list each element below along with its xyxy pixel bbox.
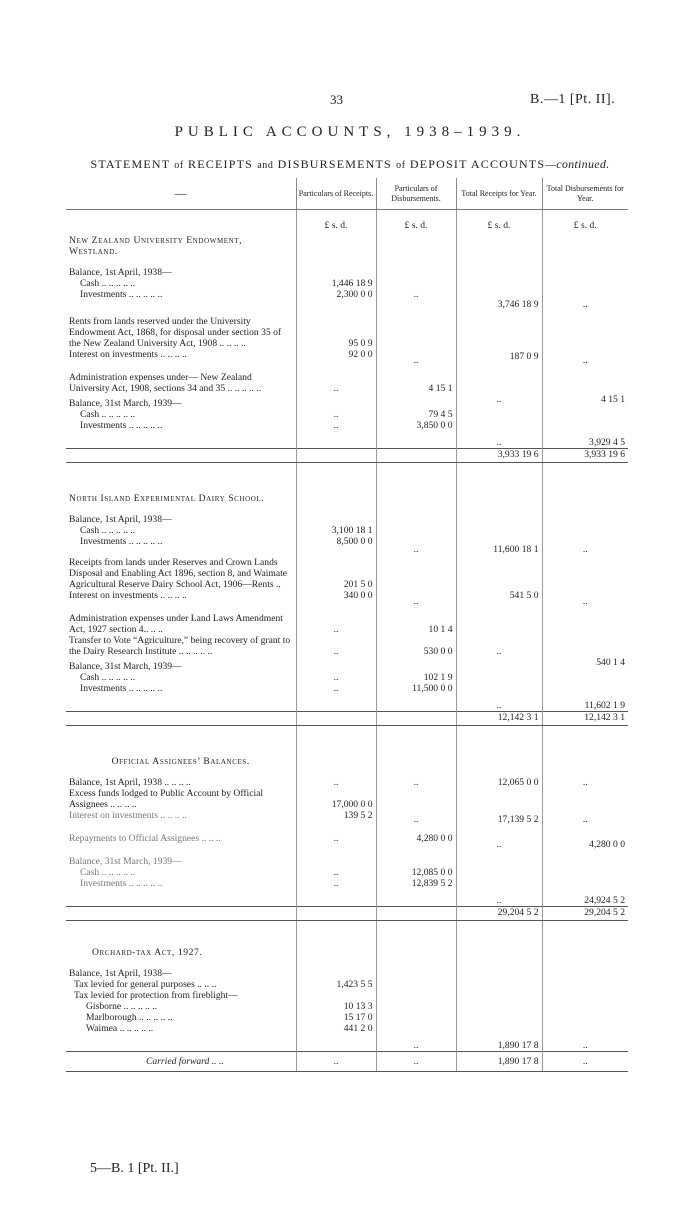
table-row [66,878,628,889]
col-total-disbursements: Total Disbursements for Year. [542,178,628,210]
row-label: Investments .. .. .. .. .. [80,878,163,889]
row-label: Investments .. .. .. .. .. [80,289,163,300]
row-label: Balance, 31st March, 1939— [69,398,182,409]
col-description: — [66,178,296,210]
statement-deposit-accounts: DEPOSIT ACCOUNTS [409,157,546,171]
nil-marker: .. [456,825,542,850]
table-row [66,590,628,607]
nil-marker: .. [296,635,376,657]
section-title-row [66,726,628,768]
disbursement-value: 12,085 0 0 [376,867,456,878]
table-row [66,349,628,366]
row-label: Administration expenses under Land Laws Amendment Act, 1927 section 4.. .. .. [69,613,283,635]
nil-marker: .. [296,767,376,788]
section-title-row [66,463,628,505]
table-row [66,278,628,289]
statement-continued: —continued. [545,157,610,171]
table-row [66,409,628,420]
table-row [66,504,628,525]
table-row [66,1023,628,1034]
nil-marker: .. [296,420,376,431]
nil-marker: .. [376,590,456,607]
disbursement-value: 4,280 0 0 [376,825,456,850]
table-row [66,990,628,1001]
nil-marker: .. [376,767,456,788]
table-row [66,788,628,810]
nil-marker: .. [296,683,376,694]
col-particulars-disbursements: Particulars of Disbursements. [376,178,456,210]
table-row [66,635,628,657]
page-footer: 5—B. 1 [Pt. II.] [90,1161,179,1176]
row-label: Cash .. .. .. .. .. [80,867,136,878]
row-label: Balance, 1st April, 1938 .. .. .. .. [69,777,191,788]
section-title: Official Assignees’ Balances. [111,756,250,767]
total-receipts-value: 12,065 0 0 [456,767,542,788]
row-label: Cash .. .. .. .. .. [80,672,136,683]
table-row [66,525,628,536]
nil-marker: .. [456,394,542,409]
nil-marker: .. [542,289,628,310]
nil-marker: .. [296,825,376,850]
row-label: Cash .. .. .. .. .. [80,278,136,289]
carried-forward-row [66,1052,628,1072]
table-row [66,825,628,850]
col-particulars-receipts: Particulars of Receipts. [296,178,376,210]
row-label: Balance, 1st April, 1938— [69,968,172,979]
section-total-row [66,712,628,726]
nil-marker: .. [376,810,456,825]
row-label: Rents from lands reserved under the University Endowment Act, 1868, for disposal under section 35 of the New Zealand University Act, 1908 .. .. .. .. [69,316,282,349]
nil-marker: .. [296,366,376,394]
row-label: Balance, 1st April, 1938— [69,267,172,278]
nil-marker: .. [376,1052,456,1072]
table-row [66,431,628,449]
row-label: Repayments to Official Assignees .. .. .. [69,833,221,844]
table-row [66,420,628,431]
total-disbursements-sum: 29,204 5 2 [542,907,628,921]
row-label: Balance, 31st March, 1939— [69,856,182,867]
statement-of-1: of [174,160,184,171]
lsd-label: £ s. d. [456,210,542,232]
nil-marker: .. [542,767,628,788]
disbursement-value: 3,850 0 0 [376,420,456,431]
disbursement-value: 12,839 5 2 [376,878,456,889]
table-row [66,607,628,635]
nil-marker: .. [542,590,628,607]
nil-marker: .. [376,349,456,366]
total-disbursements-value: 4,280 0 0 [542,825,628,850]
nil-marker: .. [296,672,376,683]
receipt-value: 139 5 2 [296,810,376,825]
table-row [66,889,628,907]
section-title: New Zealand University Endowment, Westland. [69,235,243,257]
receipt-value: 17,000 0 0 [296,788,376,810]
column-header-row [66,178,628,210]
nil-marker: .. [376,289,456,310]
receipt-value: 1,446 18 9 [296,278,376,289]
row-label: Gisborne .. .. .. .. .. [86,1001,158,1012]
row-label: Balance, 31st March, 1939— [69,661,182,672]
row-label: Excess funds lodged to Public Account by Official Assignees .. .. .. .. [69,788,264,810]
statement-word: STATEMENT [90,157,171,171]
receipt-value: 201 5 0 [296,555,376,590]
total-receipts-value: 187 0 9 [456,349,542,366]
nil-marker: .. [296,409,376,420]
table-row [66,694,628,712]
disbursement-value: 102 1 9 [376,672,456,683]
receipt-value: 95 0 9 [296,310,376,349]
total-receipts-sum: 3,933 19 6 [456,449,542,463]
receipt-value: 15 17 0 [296,1012,376,1023]
row-label: Administration expenses under— New Zealand University Act, 1908, sections 34 and 35 .. .. .. .. .. [69,372,262,394]
table-row [66,366,628,394]
nil-marker: .. [376,1034,456,1052]
row-label: Investments .. .. .. .. .. [80,683,163,694]
section-total-row [66,449,628,463]
receipt-value: 2,300 0 0 [296,289,376,310]
nil-marker: .. [456,694,542,712]
row-label: Marlborough .. .. .. .. .. [86,1012,173,1023]
total-receipts-sum: 29,204 5 2 [456,907,542,921]
nil-marker: .. [296,607,376,635]
disbursement-value: 11,500 0 0 [376,683,456,694]
table-row [66,1012,628,1023]
nil-marker: .. [542,810,628,825]
total-disbursements-sum: 3,933 19 6 [542,449,628,463]
table-row [66,850,628,867]
currency-row [66,210,628,232]
nil-marker: .. [542,349,628,366]
document-reference: B.—1 [Pt. II]. [530,92,616,107]
row-label: Tax levied for protection from fireblight— [74,990,238,1001]
table-row [66,979,628,990]
statement-disbursements-word: DISBURSEMENTS [277,157,392,171]
carried-forward-value: 1,890 17 8 [456,1052,542,1072]
row-label: Balance, 1st April, 1938— [69,514,172,525]
receipt-value: 1,423 5 5 [296,979,376,990]
table-row [66,1034,628,1052]
total-receipts-value: 541 5 0 [456,590,542,607]
table-row [66,683,628,694]
table-row [66,257,628,278]
nil-marker: .. [296,878,376,889]
row-label: Investments .. .. .. .. .. [80,536,163,547]
total-disbursements-value: 540 1 4 [542,657,628,672]
page-number: 33 [330,92,343,107]
table-row [66,289,628,310]
row-label: Waimea .. .. .. .. .. [86,1023,154,1034]
table-row [66,672,628,683]
receipt-value: 3,100 18 1 [296,525,376,536]
row-label: Cash .. .. .. .. .. [80,525,136,536]
row-label: Interest on investments .. .. .. .. [69,810,187,821]
col-total-receipts: Total Receipts for Year. [456,178,542,210]
section-title: North Island Experimental Dairy School. [69,493,265,504]
total-receipts-value: 11,600 18 1 [456,536,542,555]
nil-marker: .. [542,536,628,555]
row-label: Interest on investments .. .. .. .. [69,590,187,601]
statement-and: and [257,160,274,171]
total-disbursements-sum: 12,142 3 1 [542,712,628,726]
row-label: Cash .. .. .. .. .. [80,409,136,420]
statement-of-2: of [396,160,406,171]
receipt-value: 340 0 0 [296,590,376,607]
table-row [66,958,628,979]
nil-marker: .. [376,536,456,555]
lsd-label: £ s. d. [296,210,376,232]
carried-forward-label: Carried forward .. .. [66,1052,296,1072]
total-disbursements-value: 11,602 1 9 [542,694,628,712]
table-row [66,310,628,349]
table-row [66,394,628,409]
table-row [66,536,628,555]
row-label: Interest on investments .. .. .. .. [69,349,187,360]
lsd-label: £ s. d. [376,210,456,232]
total-receipts-value: 3,746 18 9 [456,289,542,310]
disbursement-value: 530 0 0 [376,635,456,657]
row-label: Transfer to Vote “Agriculture,” being recovery of grant to the Dairy Research Institute .. .. .. .. .. [69,635,291,657]
total-receipts-value: 1,890 17 8 [456,1034,542,1052]
row-label: Investments .. .. .. .. .. [80,420,163,431]
nil-marker: .. [296,1052,376,1072]
page-title: PUBLIC ACCOUNTS, 1938–1939. [174,124,526,140]
total-receipts-value: 17,139 5 2 [456,810,542,825]
total-receipts-sum: 12,142 3 1 [456,712,542,726]
nil-marker: .. [296,867,376,878]
table-row [66,555,628,590]
total-disbursements-value: 4 15 1 [542,394,628,409]
disbursement-value: 79 4 5 [376,409,456,420]
receipt-value: 8,500 0 0 [296,536,376,555]
table-row [66,867,628,878]
statement-receipts-word: RECEIPTS [188,157,253,171]
receipt-value: 441 2 0 [296,1023,376,1034]
row-label: Tax levied for general purposes .. .. .. [74,979,217,990]
section-title-row [66,921,628,959]
statement-heading [0,157,700,172]
nil-marker: .. [456,889,542,907]
section-title-row [66,231,628,257]
table-row [66,810,628,825]
section-title: Orchard-tax Act, 1927. [92,947,203,958]
deposit-accounts-table [66,178,628,1072]
table-row [66,1001,628,1012]
disbursement-value: 4 15 1 [376,366,456,394]
total-disbursements-value: 24,924 5 2 [542,889,628,907]
row-label: Receipts from lands under Reserves and Crown Lands Disposal and Enabling Act 1896, section 8, and Waimate Agricultural Reserve Dairy School Act, 1906—Rents .. [69,557,288,590]
nil-marker: .. [542,1034,628,1052]
receipt-value: 92 0 0 [296,349,376,366]
table-row [66,767,628,788]
nil-marker: .. [456,635,542,657]
table-row [66,657,628,672]
disbursement-value: 10 1 4 [376,607,456,635]
nil-marker: .. [456,431,542,449]
nil-marker: .. [542,1052,628,1072]
receipt-value: 10 13 3 [296,1001,376,1012]
total-disbursements-value: 3,929 4 5 [542,431,628,449]
lsd-label: £ s. d. [542,210,628,232]
section-total-row [66,907,628,921]
